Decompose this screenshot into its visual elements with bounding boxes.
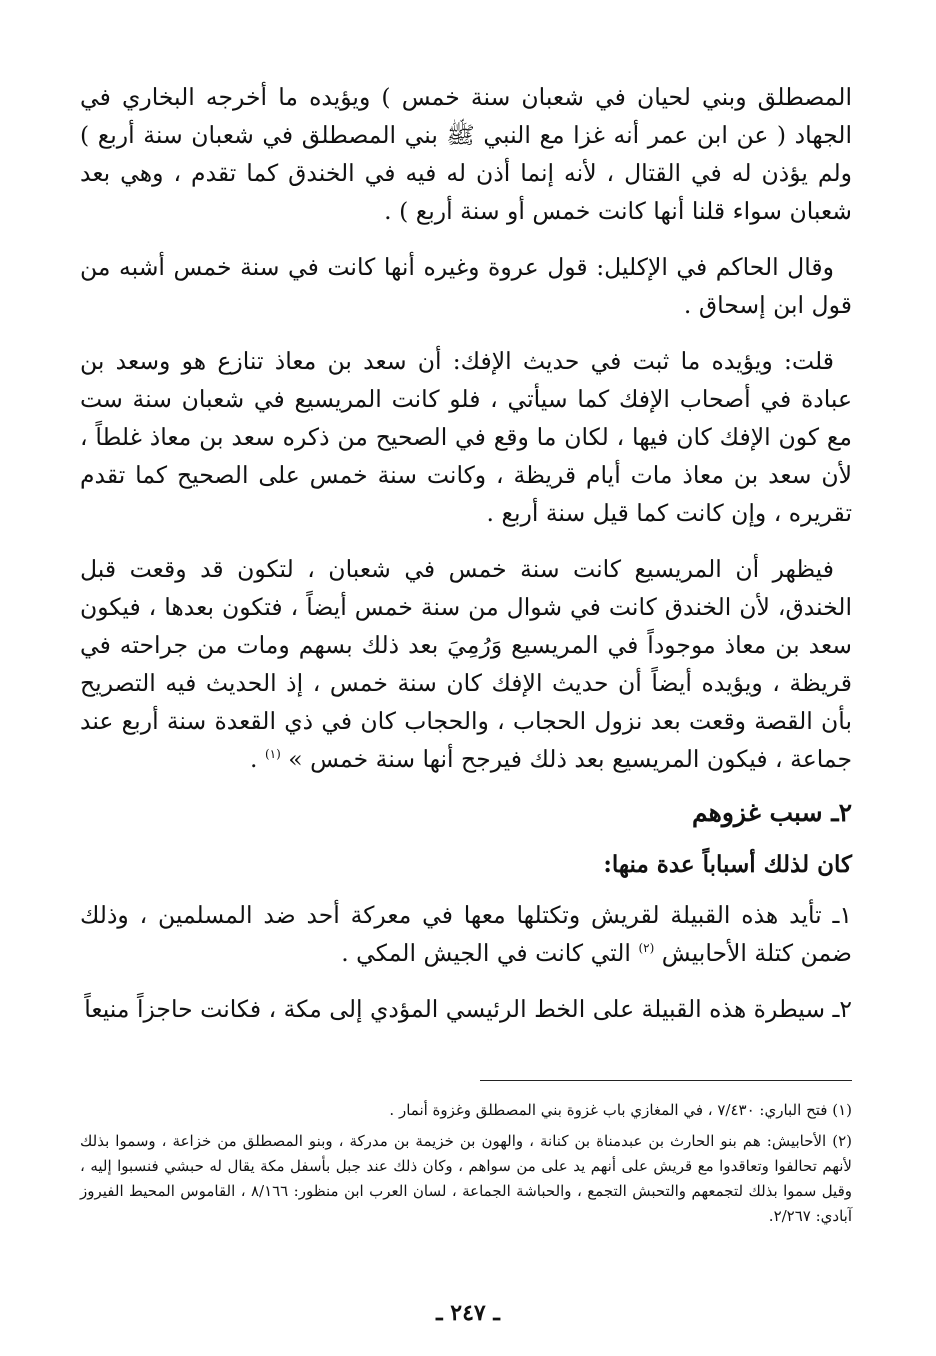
footnote-divider <box>480 1080 852 1081</box>
footnote-ref-2[interactable]: (٢) <box>638 941 655 956</box>
list-item-1-tail: التي كانت في الجيش المكي . <box>341 939 631 967</box>
paragraph-2: وقال الحاكم في الإكليل: قول عروة وغيره أنها كانت في سنة خمس أشبه من قول ابن إسحاق . <box>80 253 852 319</box>
paragraph-4 <box>80 550 852 778</box>
paragraph-3: قلت: ويؤيده ما ثبت في حديث الإفك: أن سعد بن معاذ تنازع هو وسعد بن عبادة في أصحاب الإفك كما سيأتي ، فلو كانت المريسيع في شعبان سنة ست مع كون الإفك كان فيها ، لكان ما وقع في الصحيح من ذكره سعد بن معاذ غلطاً ، لأن سعد بن معاذ مات أيام قريظة ، وكانت سنة خمس على الصحيح كما تقدم تقريره ، وإن كانت كما قيل سنة أربع . <box>80 347 852 527</box>
section-title: ٢ـ سبب غزوهم <box>692 798 852 827</box>
list-item-1-text: ١ـ تأيد هذه القبيلة لقريش وتكتلها معها في معركة أحد ضد المسلمين ، وذلك ضمن كتلة الأحابيش <box>80 901 852 967</box>
section-intro: كان لذلك أسباباً عدة منها: <box>603 851 852 878</box>
list-item-1 <box>80 896 852 972</box>
footnotes <box>80 1098 852 1235</box>
footnote-ref-1[interactable]: (١) <box>264 747 281 762</box>
paragraph-1: المصطلق وبني لحيان في شعبان سنة خمس ) ويؤيده ما أخرجه البخاري في الجهاد ( عن ابن عمر أنه غزا مع النبي ﷺ بني المصطلق في شعبان سنة أربع ) ولم يؤذن له في القتال ، لأنه إنما أذن له فيه في الخندق كما تقدم ، وهي بعد شعبان سواء قلنا أنها كانت خمس أو سنة أربع ) . <box>80 83 852 225</box>
list-item-2: ٢ـ سيطرة هذه القبيلة على الخط الرئيسي المؤدي إلى مكة ، فكانت حاجزاً منيعاً <box>84 995 852 1023</box>
page-number: ـ ٢٤٧ ـ <box>436 1300 500 1326</box>
footnote-1: (١) فتح الباري: ٧/٤٣٠ ، في المغازي باب غزوة بني المصطلق وغزوة أنمار . <box>389 1101 852 1119</box>
paragraph-4-tail: . <box>249 745 258 773</box>
paragraph-4-text: فيظهر أن المريسيع كانت سنة خمس في شعبان ، لتكون قد وقعت قبل الخندق، لأن الخندق كانت في شوال من سنة خمس أيضاً ، فتكون بعدها ، فيكون سعد بن معاذ موجوداً في المريسيع وَرُمِيَ بعد ذلك بسهم ومات من جراحته في قريظة ، ويؤيده أيضاً أن حديث الإفك كان سنة خمس ، إذ الحديث فيه التصريح بأن القصة وقعت بعد نزول الحجاب ، والحجاب كان في ذي القعدة سنة أربع عند جماعة ، فيكون المريسيع بعد ذلك فيرجح أنها سنة خمس » <box>80 555 852 773</box>
footnote-2: (٢) الأحابيش: هم بنو الحارث بن عبدمناة بن كنانة ، والهون بن خزيمة بن مدركة ، وبنو المصطلق من خزاعة ، وسموا بذلك لأنهم تحالفوا وتعاقدوا مع قريش على أنهم يد على من سواهم ، وكان ذلك عند جبل بأسفل مكة يقال له حبشي فنسبوا إليه ، وقيل سموا بذلك لتجمعهم والتحبش التجمع ، والحباشة الجماعة ، لسان العرب ابن منظور: ٨/١٦٦ ، القاموس المحيط الفيروز آبادي: ٢/٢٦٧. <box>80 1132 852 1225</box>
